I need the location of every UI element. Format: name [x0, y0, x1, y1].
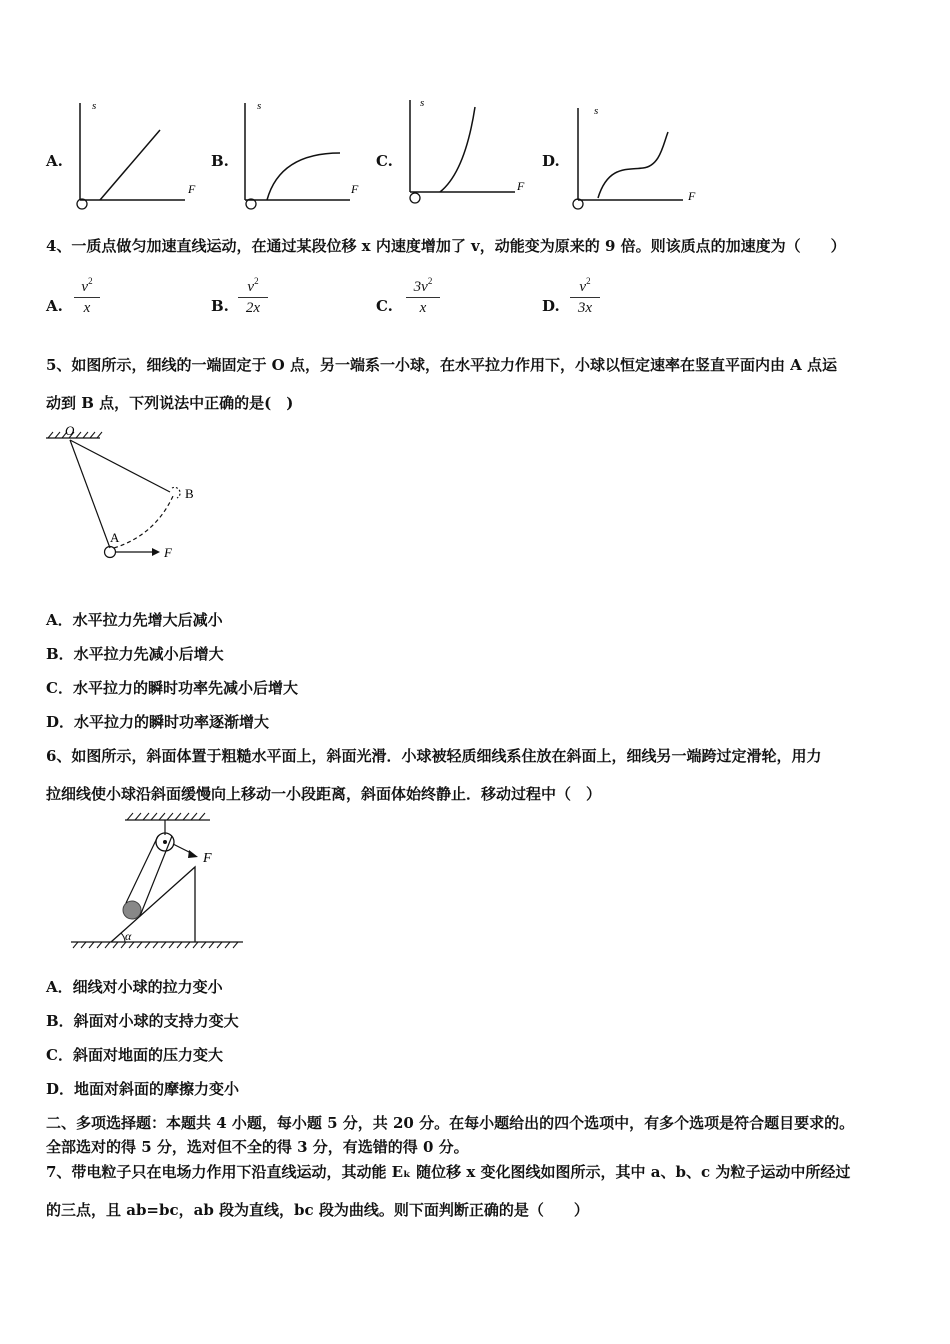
fraction-bar — [74, 297, 100, 298]
q3-graph-a — [70, 95, 200, 215]
ceiling-hatch — [127, 813, 205, 820]
label-o: O — [65, 423, 75, 438]
q7-stem-line1: 7、带电粒子只在电场力作用下沿直线运动，其动能 Eₖ 随位移 x 变化图线如图所示，其中 a、b、c 为粒子运动中所经过 — [46, 1163, 851, 1181]
numerator: $v^2$ — [579, 276, 591, 295]
ball-a — [105, 547, 116, 558]
q6-option-b[interactable]: B．斜面对小球的支持力变大 — [46, 1012, 239, 1030]
string-ob — [70, 440, 170, 492]
q7-stem-line2: 的三点，且 ab=bc，ab 段为直线，bc 段为曲线。则下面判断正确的是（ ） — [46, 1201, 589, 1219]
q6-stem-line2: 拉细线使小球沿斜面缓慢向上移动一小段距离，斜面体始终静止．移动过程中（ ） — [46, 785, 602, 803]
pulley-axle — [163, 840, 167, 844]
y-axis-label: s — [257, 100, 262, 112]
string-right — [140, 836, 172, 916]
numerator: $3v^2$ — [413, 276, 433, 295]
ball — [123, 901, 141, 919]
linear-curve — [100, 130, 160, 200]
x-axis-label: F — [517, 179, 525, 193]
fraction-bar — [406, 297, 440, 298]
q4-option-b-fraction[interactable] — [238, 272, 268, 317]
denominator: 3x — [577, 300, 593, 316]
q4-option-d-letter: D. — [542, 297, 560, 315]
incline — [111, 867, 195, 942]
section2-heading-line1: 二、多项选择题：本题共 4 小题，每小题 5 分，共 20 分。在每小题给出的四个选项中，有多个选项是符合题目要求的。 — [46, 1114, 855, 1132]
x-axis-label: F — [351, 182, 359, 196]
concave-curve — [267, 153, 340, 200]
label-b: B — [185, 486, 194, 501]
q4-option-a-letter: A. — [46, 297, 63, 315]
q4-option-c-letter: C. — [376, 297, 393, 315]
q4-option-d-fraction[interactable] — [570, 272, 600, 317]
q3-graph-b — [235, 95, 365, 215]
denominator: x — [83, 300, 91, 316]
q4-stem: 4、一质点做匀加速直线运动，在通过某段位移 x 内速度增加了 v，动能变为原来的 9 倍。则该质点的加速度为（ ） — [46, 237, 846, 255]
y-axis-label: s — [92, 100, 97, 112]
q3-option-c-letter: C. — [376, 152, 393, 170]
q3-option-a-letter: A. — [46, 152, 63, 170]
origin-mark — [410, 193, 420, 203]
q5-option-b[interactable]: B．水平拉力先减小后增大 — [46, 645, 224, 663]
q5-option-a[interactable]: A．水平拉力先增大后减小 — [46, 611, 223, 629]
x-axis-label: F — [688, 189, 696, 203]
ceiling-hatch — [48, 432, 102, 438]
label-f: F — [164, 545, 172, 560]
ground-hatch — [73, 942, 238, 948]
q5-option-d[interactable]: D．水平拉力的瞬时功率逐渐增大 — [46, 713, 270, 731]
label-a: A — [110, 530, 120, 545]
y-axis-label: s — [420, 97, 425, 109]
fraction-bar — [238, 297, 268, 298]
numerator: $v^2$ — [247, 276, 259, 295]
string-oa — [70, 440, 110, 548]
q4-option-a-fraction[interactable] — [74, 272, 100, 317]
q4-option-b-letter: B. — [211, 297, 229, 315]
s-curve — [598, 132, 668, 198]
q5-option-c[interactable]: C．水平拉力的瞬时功率先减小后增大 — [46, 679, 298, 697]
q4-option-c-fraction[interactable] — [406, 272, 440, 317]
q6-stem-line1: 6、如图所示，斜面体置于粗糙水平面上，斜面光滑．小球被轻质细线系住放在斜面上，细线另一端跨过定滑轮，用力 — [46, 747, 822, 765]
q3-graph-c — [400, 92, 535, 212]
q3-graph-d — [568, 100, 703, 215]
label-alpha: α — [125, 929, 132, 943]
q5-pendulum-figure — [40, 420, 220, 570]
arrowhead — [152, 548, 160, 556]
q5-stem-line1: 5、如图所示，细线的一端固定于 O 点，另一端系一小球，在水平拉力作用下，小球以恒定速率在竖直平面内由 A 点运 — [46, 356, 838, 374]
q3-option-b-letter: B. — [211, 152, 229, 170]
string-left — [126, 836, 158, 903]
q6-option-c[interactable]: C．斜面对地面的压力变大 — [46, 1046, 223, 1064]
arc-path — [114, 496, 173, 548]
q6-option-a[interactable]: A．细线对小球的拉力变小 — [46, 978, 223, 996]
label-f: F — [203, 851, 212, 866]
section2-heading-line2: 全部选对的得 5 分，选对但不全的得 3 分，有选错的得 0 分。 — [46, 1138, 469, 1156]
y-axis-label: s — [594, 105, 599, 117]
x-axis-label: F — [188, 182, 196, 196]
fraction-bar — [570, 297, 600, 298]
q5-stem-line2: 动到 B 点，下列说法中正确的是( ) — [46, 394, 294, 412]
denominator: 2x — [245, 300, 261, 316]
convex-curve — [440, 107, 475, 192]
q3-option-d-letter: D. — [542, 152, 560, 170]
numerator: $v^2$ — [81, 276, 93, 295]
arrowhead — [188, 850, 198, 858]
q6-incline-figure — [65, 810, 250, 955]
denominator: x — [419, 300, 427, 316]
q6-option-d[interactable]: D．地面对斜面的摩擦力变小 — [46, 1080, 240, 1098]
